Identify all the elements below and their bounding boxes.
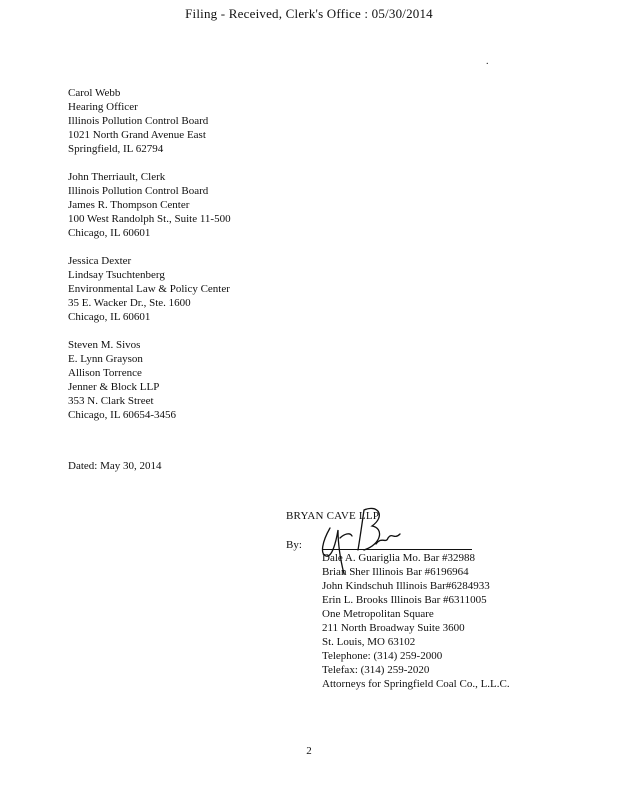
filing-stamp-header: Filing - Received, Clerk's Office : 05/30/2014 — [185, 6, 433, 21]
by-label: By: — [286, 539, 302, 551]
stray-mark: . — [486, 56, 489, 67]
address-line: Springfield, IL 62794 — [68, 143, 164, 155]
address-line: Illinois Pollution Control Board — [68, 185, 209, 197]
address-line: John Therriault, Clerk — [68, 171, 166, 183]
signature-line-text: One Metropolitan Square — [322, 608, 434, 620]
signature-line-text: John Kindschuh Illinois Bar#6284933 — [322, 580, 490, 592]
signature-line-text: Telefax: (314) 259-2020 — [322, 664, 430, 676]
address-line: 1021 North Grand Avenue East — [68, 129, 206, 141]
address-line: 353 N. Clark Street — [68, 395, 154, 407]
signature-line-text: St. Louis, MO 63102 — [322, 636, 416, 648]
signature-line-text: Brian Sher Illinois Bar #6196964 — [322, 566, 469, 578]
signature-line-text: Telephone: (314) 259-2000 — [322, 650, 443, 662]
address-line: 100 West Randolph St., Suite 11-500 — [68, 213, 231, 225]
address-line: Jenner & Block LLP — [68, 381, 160, 393]
date-line: Dated: May 30, 2014 — [68, 460, 162, 472]
signature-line-text: Dale A. Guariglia Mo. Bar #32988 — [322, 552, 476, 564]
address-line: Chicago, IL 60601 — [68, 227, 151, 239]
address-line: Illinois Pollution Control Board — [68, 115, 209, 127]
page-number: 2 — [306, 745, 312, 757]
signature-line-text: Attorneys for Springfield Coal Co., L.L.C. — [322, 678, 510, 690]
service-address-block — [68, 170, 231, 240]
signature-line-text: 211 North Broadway Suite 3600 — [322, 622, 465, 634]
address-line: Carol Webb — [68, 87, 121, 99]
signature-block — [322, 551, 510, 691]
address-line: 35 E. Wacker Dr., Ste. 1600 — [68, 297, 191, 309]
address-line: Chicago, IL 60654-3456 — [68, 409, 177, 421]
service-address-block — [68, 338, 176, 422]
service-address-block — [68, 254, 230, 324]
address-line: James R. Thompson Center — [68, 199, 190, 211]
law-firm-name: BRYAN CAVE LLP — [286, 510, 380, 522]
signature-line-text: Erin L. Brooks Illinois Bar #6311005 — [322, 594, 487, 606]
address-line: Steven M. Sivos — [68, 339, 141, 351]
address-line: Chicago, IL 60601 — [68, 311, 151, 323]
address-line: Environmental Law & Policy Center — [68, 283, 230, 295]
address-line: Allison Torrence — [68, 367, 142, 379]
address-line: Hearing Officer — [68, 101, 138, 113]
address-line: E. Lynn Grayson — [68, 353, 143, 365]
service-address-block — [68, 86, 208, 156]
address-line: Lindsay Tsuchtenberg — [68, 269, 165, 281]
address-line: Jessica Dexter — [68, 255, 132, 267]
